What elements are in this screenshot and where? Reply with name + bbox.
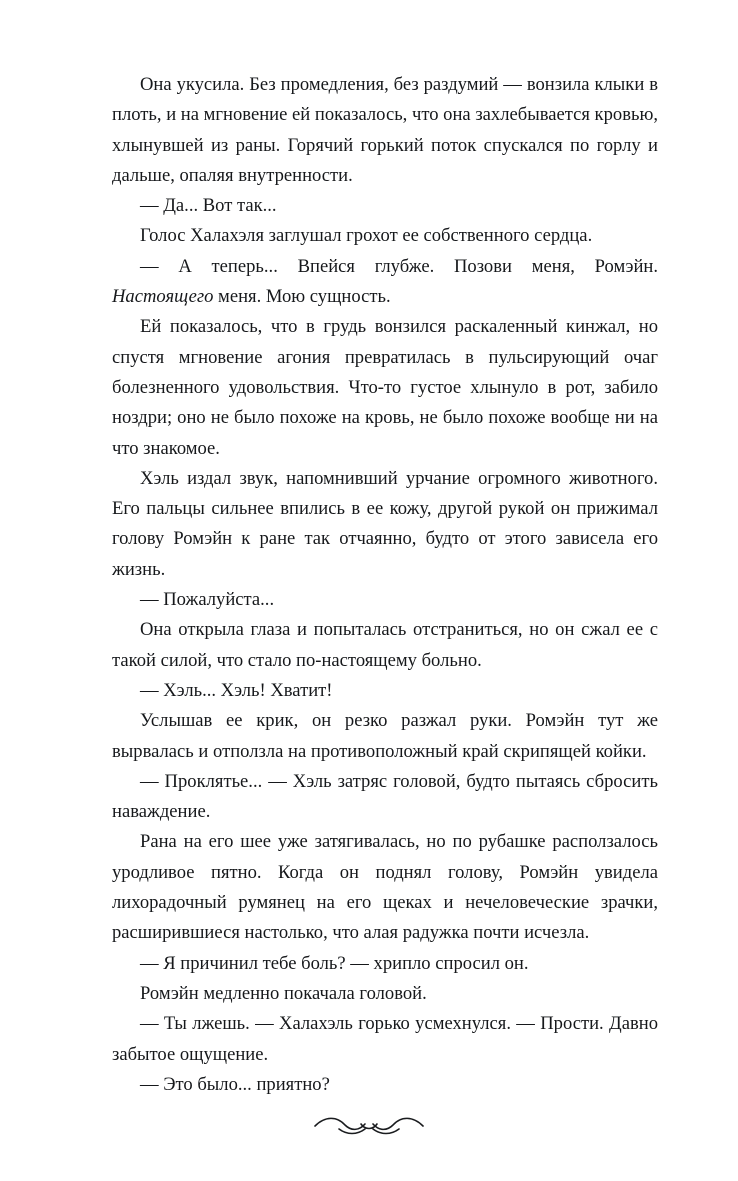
text-run: — Я причинил тебе боль? — хрипло спросил он. xyxy=(140,952,529,974)
text-run: меня. Мою сущность. xyxy=(213,286,391,308)
text-run: — Это было... приятно? xyxy=(140,1073,330,1095)
text-run: — Ты лжешь. — Халахэль горько усмехнулся. — Прости. Давно забытое ощущение. xyxy=(112,1013,658,1065)
text-run: Ромэйн медленно покачала головой. xyxy=(140,982,427,1004)
paragraph xyxy=(112,706,658,767)
text-run: Голос Халахэля заглушал грохот ее собственного сердца. xyxy=(140,225,593,247)
paragraph xyxy=(112,1070,658,1100)
text-run: Она укусила. Без промедления, без раздумий — вонзила клыки в плоть, и на мгновение ей показалось, что она захлебывается кровью, хлынувшей из раны. Горячий горький поток спускался по горлу и дальше, опаляя внутренности. xyxy=(112,74,658,186)
text-run: Она открыла глаза и попыталась отстраниться, но он сжал ее с такой силой, что стало по-настоящему больно. xyxy=(112,619,658,671)
emphasized-text: Настоящего xyxy=(112,286,214,308)
paragraph xyxy=(112,615,658,676)
text-run: Ей показалось, что в грудь вонзился раскаленный кинжал, но спустя мгновение агония превратилась в пульсирующий очаг болезненного удовольствия. Что-то густое хлынуло в рот, забило ноздри; оно не было похоже на кровь, не было похоже вообще ни на что знакомое. xyxy=(112,316,658,459)
paragraph xyxy=(112,585,658,615)
paragraph xyxy=(112,252,658,313)
paragraph xyxy=(112,827,658,948)
text-run: — А теперь... Впейся глубже. Позови меня, Ромэйн. xyxy=(140,255,658,277)
text-run: Хэль издал звук, напомнивший урчание огромного животного. Его пальцы сильнее впились в ее кожу, другой рукой он прижимал голову Ромэйн к ране так отчаянно, будто от этого зависела его жизнь. xyxy=(112,467,658,580)
text-run: — Да... Вот так... xyxy=(140,195,277,217)
page-body-text xyxy=(112,70,658,1100)
text-run: Рана на его шее уже затягивалась, но по рубашке расползалось уродливое пятно. Когда он поднял голову, Ромэйн увидела лихорадочный румянец на его щеках и нечеловеческие зрачки, расширившиеся настолько, что алая радужка почти исчезла. xyxy=(112,831,658,944)
paragraph xyxy=(112,221,658,251)
paragraph xyxy=(112,70,658,191)
paragraph xyxy=(112,191,658,221)
paragraph xyxy=(112,979,658,1009)
paragraph xyxy=(112,676,658,706)
text-run: — Пожалуйста... xyxy=(140,589,275,611)
paragraph xyxy=(112,1009,658,1070)
paragraph xyxy=(112,767,658,828)
paragraph xyxy=(112,464,658,585)
text-run: — Хэль... Хэль! Хватит! xyxy=(140,679,333,701)
paragraph xyxy=(112,949,658,979)
swash-divider-ornament xyxy=(0,1112,738,1143)
paragraph xyxy=(112,312,658,463)
text-run: — Проклятье... — Хэль затряс головой, будто пытаясь сбросить наваждение. xyxy=(112,770,658,823)
text-run: Услышав ее крик, он резко разжал руки. Ромэйн тут же вырвалась и отползла на противоположный край скрипящей койки. xyxy=(112,710,658,762)
